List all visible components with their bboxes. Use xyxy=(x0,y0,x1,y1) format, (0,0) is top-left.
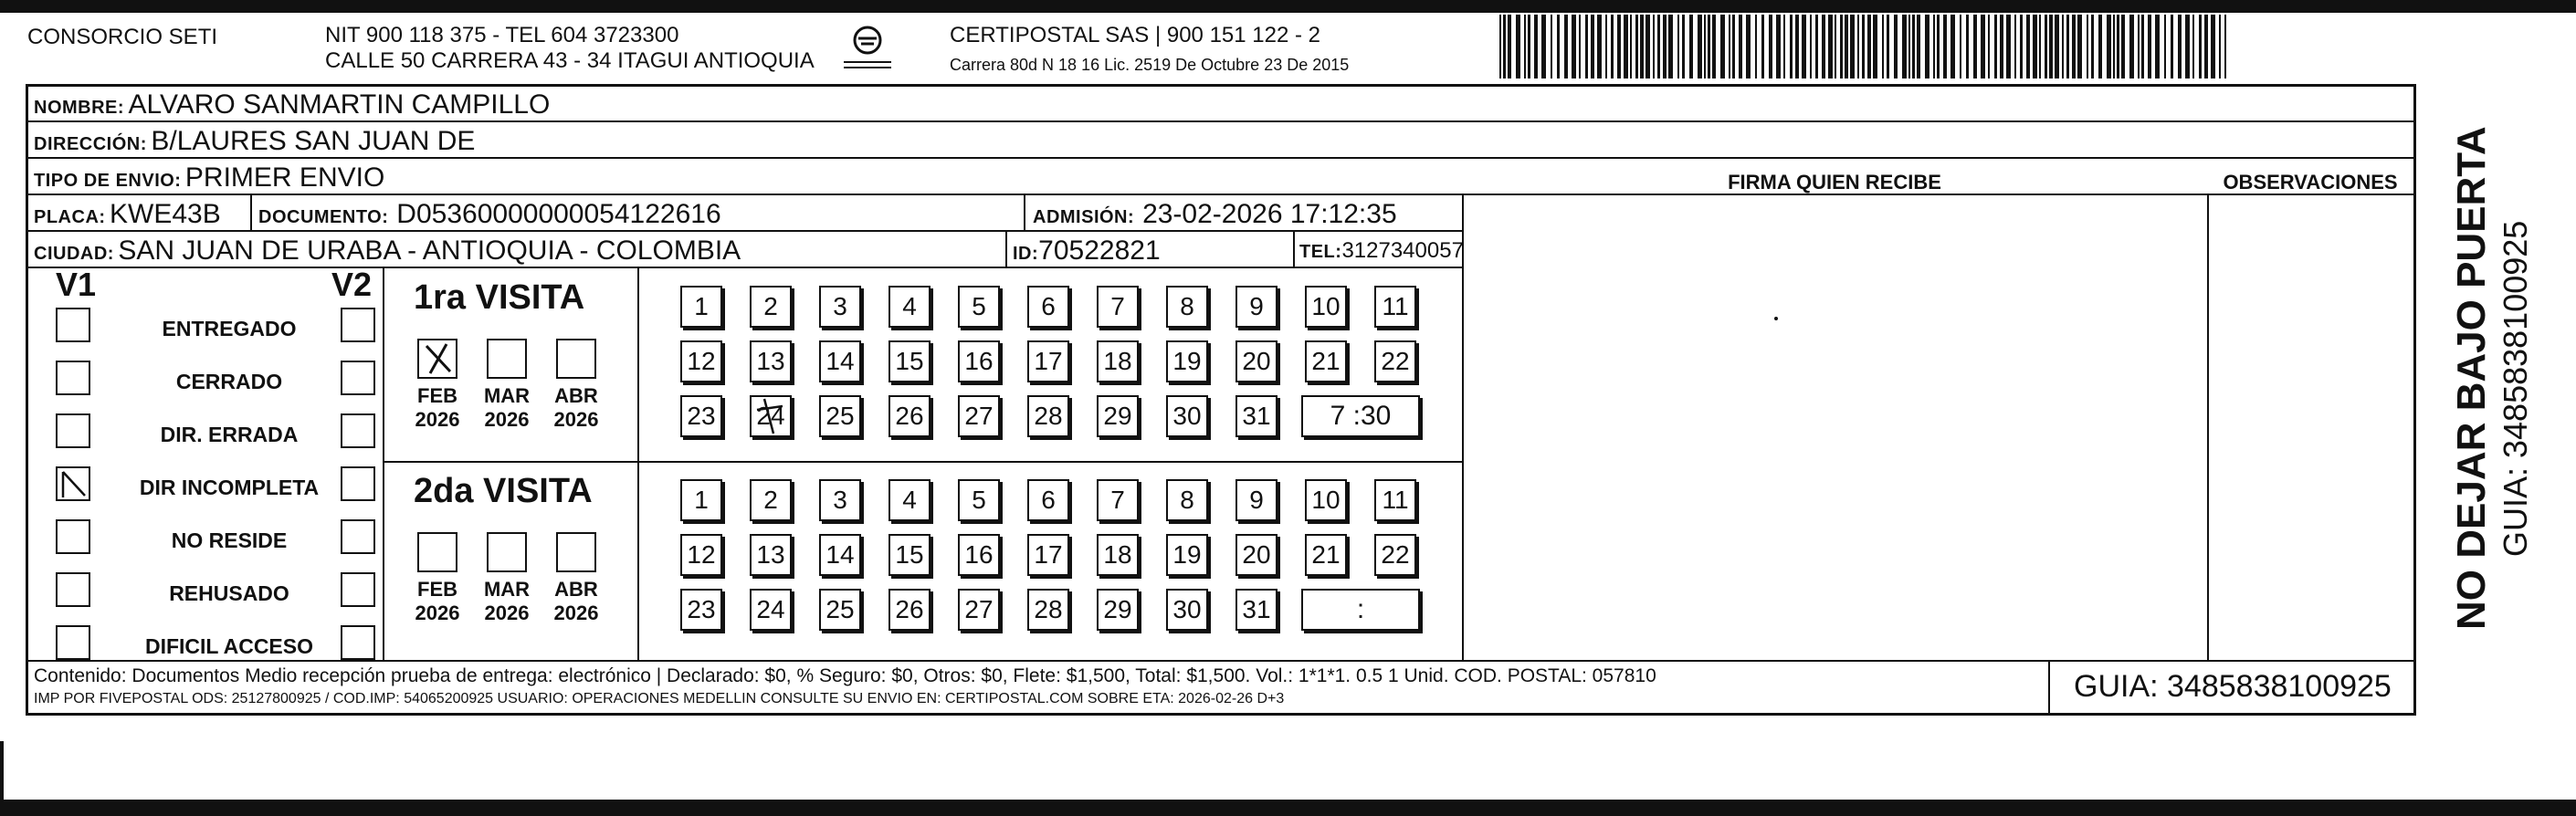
first-visit-day-27[interactable]: 27 xyxy=(958,395,1000,437)
v2-checkbox-entregado[interactable] xyxy=(341,308,375,342)
status-label-dir-errada: DIR. ERRADA xyxy=(160,423,299,446)
second-visit-day-7[interactable]: 7 xyxy=(1097,479,1139,521)
month-year: 2026 xyxy=(484,602,530,624)
v2-checkbox-dificil-acceso[interactable] xyxy=(341,625,375,660)
delivery-slip xyxy=(26,84,2416,716)
status-label-dir-incompleta: DIR INCOMPLETA xyxy=(139,476,320,499)
tel-label: TEL: xyxy=(1299,242,1342,262)
month-year: 2026 xyxy=(553,602,599,624)
v1-checkbox-rehusado[interactable] xyxy=(56,572,90,607)
second-visit-day-18[interactable]: 18 xyxy=(1097,534,1139,576)
first-visit-day-3[interactable]: 3 xyxy=(819,286,861,328)
v2-checkbox-no-reside[interactable] xyxy=(341,519,375,554)
month-year: 2026 xyxy=(415,408,460,431)
first-visit-day-6[interactable]: 6 xyxy=(1027,286,1069,328)
first-visit-day-16[interactable]: 16 xyxy=(958,340,1000,382)
firma-header: FIRMA QUIEN RECIBE xyxy=(1728,171,1941,194)
first-visit-title: 1ra VISITA xyxy=(414,278,585,317)
second-visit-day-23[interactable]: 23 xyxy=(680,589,722,631)
first-visit-day-9[interactable]: 9 xyxy=(1235,286,1277,328)
second-visit-day-30[interactable]: 30 xyxy=(1166,589,1208,631)
first-visit-day-8[interactable]: 8 xyxy=(1166,286,1208,328)
second-visit-day-17[interactable]: 17 xyxy=(1027,534,1069,576)
month-year: 2026 xyxy=(415,602,460,624)
v2-checkbox-dir-errada[interactable] xyxy=(341,413,375,448)
id-value: 70522821 xyxy=(1038,235,1161,266)
second-visit-month-box-feb[interactable] xyxy=(417,532,457,572)
admision-label: ADMISIÓN: xyxy=(1033,207,1135,227)
direccion-value: B/LAURES SAN JUAN DE xyxy=(151,126,476,156)
first-visit-day-4[interactable]: 4 xyxy=(888,286,931,328)
second-visit-day-4[interactable]: 4 xyxy=(888,479,931,521)
v1-checkbox-dir-incompleta[interactable] xyxy=(56,466,90,501)
first-visit-day-28[interactable]: 28 xyxy=(1027,395,1069,437)
documento-label: DOCUMENTO: xyxy=(258,207,389,227)
second-visit-day-1[interactable]: 1 xyxy=(680,479,722,521)
documento-value: D05360000000054122616 xyxy=(396,199,721,229)
certipostal-logo-icon xyxy=(831,22,904,77)
second-visit-time-box[interactable]: : xyxy=(1301,589,1420,631)
v1-checkbox-no-reside[interactable] xyxy=(56,519,90,554)
first-visit-day-11[interactable]: 11 xyxy=(1374,286,1416,328)
first-visit-day-12[interactable]: 12 xyxy=(680,340,722,382)
second-visit-day-29[interactable]: 29 xyxy=(1097,589,1139,631)
second-visit-day-10[interactable]: 10 xyxy=(1305,479,1347,521)
second-visit-day-16[interactable]: 16 xyxy=(958,534,1000,576)
second-visit-day-27[interactable]: 27 xyxy=(958,589,1000,631)
day-strike-mark xyxy=(752,397,790,435)
v1-checkbox-cerrado[interactable] xyxy=(56,361,90,395)
ciudad-value: SAN JUAN DE URABA - ANTIOQUIA - COLOMBIA xyxy=(118,235,741,266)
first-visit-day-5[interactable]: 5 xyxy=(958,286,1000,328)
nombre-value: ALVARO SANMARTIN CAMPILLO xyxy=(128,89,551,120)
first-visit-time-box[interactable]: 7 :30 xyxy=(1301,395,1420,437)
month-name: FEB xyxy=(417,384,457,407)
second-visit-day-11[interactable]: 11 xyxy=(1374,479,1416,521)
ciudad-label: CIUDAD: xyxy=(34,244,114,264)
second-visit-day-3[interactable]: 3 xyxy=(819,479,861,521)
second-visit-day-15[interactable]: 15 xyxy=(888,534,931,576)
month-name: MAR xyxy=(483,384,531,407)
id-label: ID: xyxy=(1013,244,1039,264)
license-line: Carrera 80d N 18 16 Lic. 2519 De Octubre 23 De 2015 xyxy=(950,56,1350,74)
second-visit-day-22[interactable]: 22 xyxy=(1374,534,1416,576)
v1-checkbox-entregado[interactable] xyxy=(56,308,90,342)
second-visit-month-caption-feb xyxy=(401,578,474,625)
first-visit-day-1[interactable]: 1 xyxy=(680,286,722,328)
top-edge-bar xyxy=(0,0,2576,13)
admision-value: 23-02-2026 17:12:35 xyxy=(1142,199,1397,229)
second-visit-day-20[interactable]: 20 xyxy=(1235,534,1277,576)
first-visit-day-25[interactable]: 25 xyxy=(819,395,861,437)
second-visit-title: 2da VISITA xyxy=(414,472,593,510)
first-visit-month-box-mar[interactable] xyxy=(487,339,527,379)
first-visit-day-30[interactable]: 30 xyxy=(1166,395,1208,437)
first-visit-day-18[interactable]: 18 xyxy=(1097,340,1139,382)
side-guia: GUIA: 3485838100925 xyxy=(2497,220,2534,557)
bottom-edge-bar xyxy=(0,800,2576,816)
second-visit-day-24[interactable]: 24 xyxy=(750,589,792,631)
second-visit-day-14[interactable]: 14 xyxy=(819,534,861,576)
first-visit-month-caption-mar xyxy=(470,384,543,432)
status-label-cerrado: CERRADO xyxy=(175,370,283,393)
second-visit-day-28[interactable]: 28 xyxy=(1027,589,1069,631)
v1-checkbox-dir-errada[interactable] xyxy=(56,413,90,448)
first-visit-day-22[interactable]: 22 xyxy=(1374,340,1416,382)
first-visit-month-box-feb[interactable] xyxy=(417,339,457,379)
side-notice: NO DEJAR BAJO PUERTA xyxy=(2449,126,2494,630)
v2-header: V2 xyxy=(331,266,373,303)
footer-guia: GUIA: 3485838100925 xyxy=(2074,669,2392,704)
second-visit-day-2[interactable]: 2 xyxy=(750,479,792,521)
first-visit-day-21[interactable]: 21 xyxy=(1305,340,1347,382)
nombre-label: NOMBRE: xyxy=(34,98,125,118)
first-visit-day-20[interactable]: 20 xyxy=(1235,340,1277,382)
barcode-icon xyxy=(1499,15,2226,78)
second-visit-day-21[interactable]: 21 xyxy=(1305,534,1347,576)
second-visit-day-12[interactable]: 12 xyxy=(680,534,722,576)
month-year: 2026 xyxy=(484,408,530,431)
signature-mark xyxy=(1774,317,1778,320)
first-visit-day-2[interactable]: 2 xyxy=(750,286,792,328)
second-visit-month-caption-mar xyxy=(470,578,543,625)
second-visit-month-box-abr[interactable] xyxy=(556,532,596,572)
v2-checkbox-cerrado[interactable] xyxy=(341,361,375,395)
first-visit-day-23[interactable]: 23 xyxy=(680,395,722,437)
second-visit-day-13[interactable]: 13 xyxy=(750,534,792,576)
v1-header: V1 xyxy=(56,266,97,303)
first-visit-day-19[interactable]: 19 xyxy=(1166,340,1208,382)
first-visit-month-caption-feb xyxy=(401,384,474,432)
first-visit-day-17[interactable]: 17 xyxy=(1027,340,1069,382)
first-visit-day-15[interactable]: 15 xyxy=(888,340,931,382)
first-visit-month-caption-abr xyxy=(540,384,613,432)
first-visit-day-24[interactable]: 24 xyxy=(750,395,792,437)
first-visit-day-13[interactable]: 13 xyxy=(750,340,792,382)
second-visit-month-caption-abr xyxy=(540,578,613,625)
footer-content-line: Contenido: Documentos Medio recepción prueba de entrega: electrónico | Declarado: $0, % Seguro: $0, Otros: $0, Flete: $1,500, Total: $1,500. Vol.: 1*1*1. 0.5 1 Unid. COD. POSTAL: 057810 xyxy=(34,665,1656,686)
second-visit-day-9[interactable]: 9 xyxy=(1235,479,1277,521)
direccion-label: DIRECCIÓN: xyxy=(34,134,147,154)
address-line: CALLE 50 CARRERA 43 - 34 ITAGUI ANTIOQUIA xyxy=(325,48,815,73)
month-name: ABR xyxy=(554,578,598,601)
placa-value: KWE43B xyxy=(110,199,221,229)
v2-checkbox-rehusado[interactable] xyxy=(341,572,375,607)
v2-checkbox-dir-incompleta[interactable] xyxy=(341,466,375,501)
second-visit-day-19[interactable]: 19 xyxy=(1166,534,1208,576)
first-visit-day-26[interactable]: 26 xyxy=(888,395,931,437)
first-visit-day-31[interactable]: 31 xyxy=(1235,395,1277,437)
tipo-envio-label: TIPO DE ENVIO: xyxy=(34,171,182,191)
v1-checkbox-dificil-acceso[interactable] xyxy=(56,625,90,660)
nit-line: NIT 900 118 375 - TEL 604 3723300 xyxy=(325,23,679,47)
first-visit-month-box-abr[interactable] xyxy=(556,339,596,379)
second-visit-day-25[interactable]: 25 xyxy=(819,589,861,631)
footer-print-line: IMP POR FIVEPOSTAL ODS: 25127800925 / COD.IMP: 54065200925 USUARIO: OPERACIONES MEDELLIN CONSULTE SU ENVIO EN: CERTIPOSTAL.COM SOBRE ETA: 2026-02-26 D+3 xyxy=(34,691,1285,706)
status-label-rehusado: REHUSADO xyxy=(169,581,289,605)
second-visit-day-31[interactable]: 31 xyxy=(1235,589,1277,631)
month-year: 2026 xyxy=(553,408,599,431)
placa-label: PLACA: xyxy=(34,207,106,227)
first-visit-day-14[interactable]: 14 xyxy=(819,340,861,382)
status-label-entregado: ENTREGADO xyxy=(162,317,297,340)
month-name: ABR xyxy=(554,384,598,407)
tipo-envio-value: PRIMER ENVIO xyxy=(184,162,385,193)
second-visit-day-5[interactable]: 5 xyxy=(958,479,1000,521)
carrier-line: CERTIPOSTAL SAS | 900 151 122 - 2 xyxy=(950,23,1320,47)
second-visit-day-6[interactable]: 6 xyxy=(1027,479,1069,521)
company-name: CONSORCIO SETI xyxy=(27,25,218,49)
tel-value: 3127340057 xyxy=(1341,238,1464,263)
second-visit-day-26[interactable]: 26 xyxy=(888,589,931,631)
month-name: FEB xyxy=(417,578,457,601)
observaciones-header: OBSERVACIONES xyxy=(2223,171,2398,194)
first-visit-day-29[interactable]: 29 xyxy=(1097,395,1139,437)
second-visit-day-8[interactable]: 8 xyxy=(1166,479,1208,521)
first-visit-day-10[interactable]: 10 xyxy=(1305,286,1347,328)
status-label-no-reside: NO RESIDE xyxy=(171,528,288,552)
first-visit-day-7[interactable]: 7 xyxy=(1097,286,1139,328)
second-visit-month-box-mar[interactable] xyxy=(487,532,527,572)
month-name: MAR xyxy=(483,578,531,601)
status-label-dificil-acceso: DIFICIL ACCESO xyxy=(144,634,313,658)
